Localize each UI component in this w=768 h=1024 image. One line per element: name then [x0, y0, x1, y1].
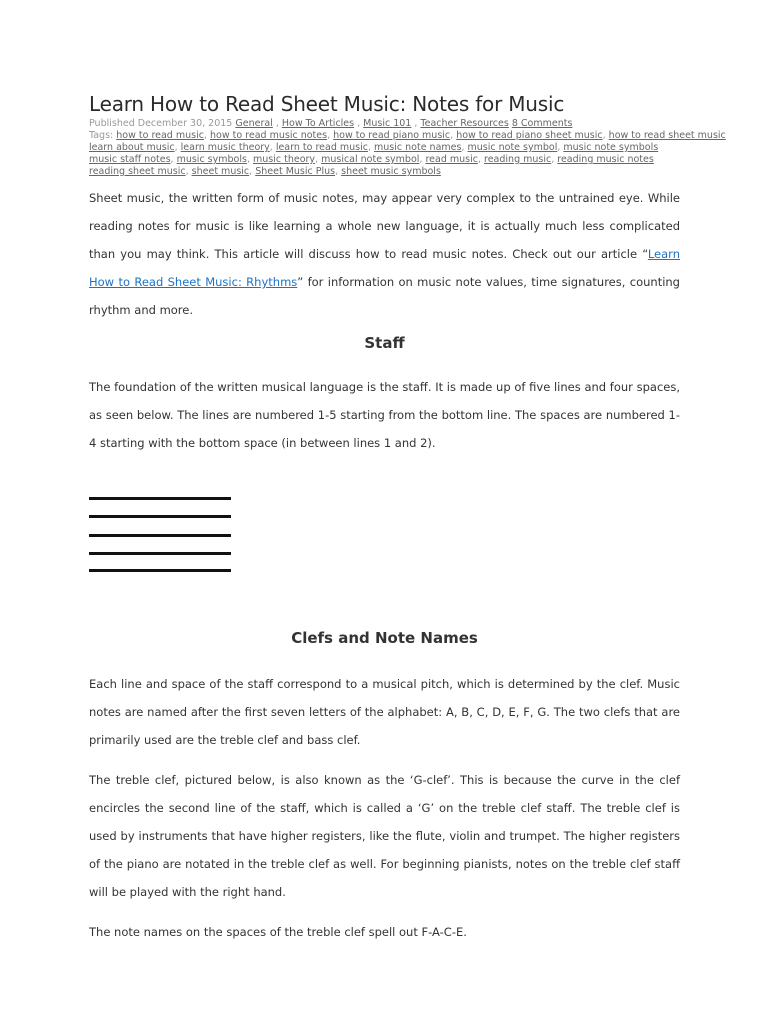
article-meta [89, 118, 726, 178]
tag-link[interactable]: reading sheet music [89, 166, 186, 177]
clefs-paragraph-1: Each line and space of the staff correspond to a musical pitch, which is determined by the clef. Music notes are named after the first seven letters of the alphabet: A, B, C, D, E, F, G. The two clefs that are primarily used are the treble clef and bass clef. [89, 677, 680, 747]
tags-line-2: learn about music, learn music theory, learn to read music, music note names, music note symbol, music note symbols [89, 142, 659, 153]
staff-line-1 [89, 569, 231, 572]
tag-link[interactable]: how to read music [116, 130, 204, 141]
tag-link[interactable]: learn music theory [180, 142, 270, 153]
tag-link[interactable]: Sheet Music Plus [255, 166, 336, 177]
tag-link[interactable]: reading music [484, 154, 552, 165]
tag-link[interactable]: music symbols [176, 154, 247, 165]
staff-line-5 [89, 497, 231, 500]
tag-link[interactable]: learn about music [89, 142, 175, 153]
category-link-how-to-articles[interactable]: How To Articles [281, 118, 355, 129]
rhythms-article-link[interactable]: Learn How to Read Sheet Music: Rhythms [89, 247, 680, 289]
tags-line-4: reading sheet music, sheet music, Sheet Music Plus, sheet music symbols [89, 166, 441, 177]
tag-link[interactable]: musical note symbol [321, 154, 420, 165]
tag-link[interactable]: music note symbols [563, 142, 659, 153]
clefs-paragraph-2: The treble clef, pictured below, is also known as the ‘G-clef’. This is because the curve in the clef encircles the second line of the staff, which is called a ‘G’ on the treble clef staff. The treble clef is used by instruments that have higher registers, like the flute, violin and trumpet. The higher registers of the piano are notated in the treble clef as well. For beginning pianists, notes on the treble clef staff will be played with the right hand. [89, 773, 680, 899]
comments-link[interactable]: 8 Comments [511, 118, 573, 129]
category-link-general[interactable]: General [235, 118, 273, 129]
intro-paragraph [89, 184, 680, 324]
tag-link[interactable]: music theory [253, 154, 316, 165]
clefs-paragraph-3: The note names on the spaces of the treble clef spell out F-A-C-E. [89, 925, 467, 939]
category-link-music-101[interactable]: Music 101 [363, 118, 412, 129]
category-link-teacher-resources[interactable]: Teacher Resources [420, 118, 509, 129]
intro-text-after: ” for information on music note values, time signatures, counting rhythm and more. [89, 275, 680, 317]
tag-link[interactable]: how to read sheet music [608, 130, 726, 141]
tag-link[interactable]: how to read music notes [210, 130, 328, 141]
tag-link[interactable]: music staff notes [89, 154, 171, 165]
tags-line-1: Tags: how to read music, how to read music notes, how to read piano music, how to read piano sheet music, how to read sheet music [89, 130, 726, 141]
staff-illustration [89, 497, 231, 575]
meta-published-line: Published December 30, 2015 General , How To Articles , Music 101 , Teacher Resources 8 Comments [89, 118, 573, 129]
clefs-heading: Clefs and Note Names [291, 629, 478, 647]
tags-label: Tags: [89, 130, 114, 141]
staff-line-2 [89, 552, 231, 555]
tag-link[interactable]: reading music notes [557, 154, 654, 165]
tag-link[interactable]: music note names [374, 142, 462, 153]
intro-text-before: Sheet music, the written form of music notes, may appear very complex to the untrained eye. While reading notes for music is like learning a whole new language, it is actually much less complicated than you may think. This article will discuss how to read music notes. Check out our article “ [89, 191, 680, 261]
staff-line-4 [89, 515, 231, 518]
staff-line-3 [89, 534, 231, 537]
tag-link[interactable]: how to read piano music [333, 130, 451, 141]
staff-paragraph: The foundation of the written musical language is the staff. It is made up of five lines and four spaces, as seen below. The lines are numbered 1-5 starting from the bottom line. The spaces are numbered 1-4 starting with the bottom space (in between lines 1 and 2). [89, 380, 680, 450]
article-title: Learn How to Read Sheet Music: Notes for Music [89, 92, 565, 116]
tags-line-3: music staff notes, music symbols, music theory, musical note symbol, read music, reading music, reading music notes [89, 154, 654, 165]
tag-link[interactable]: sheet music symbols [341, 166, 441, 177]
tag-link[interactable]: music note symbol [467, 142, 558, 153]
tag-link[interactable]: sheet music [191, 166, 250, 177]
tag-link[interactable]: read music [425, 154, 478, 165]
tag-link[interactable]: learn to read music [275, 142, 368, 153]
tag-link[interactable]: how to read piano sheet music [456, 130, 603, 141]
staff-heading: Staff [364, 334, 405, 352]
published-date: Published December 30, 2015 [89, 118, 233, 129]
